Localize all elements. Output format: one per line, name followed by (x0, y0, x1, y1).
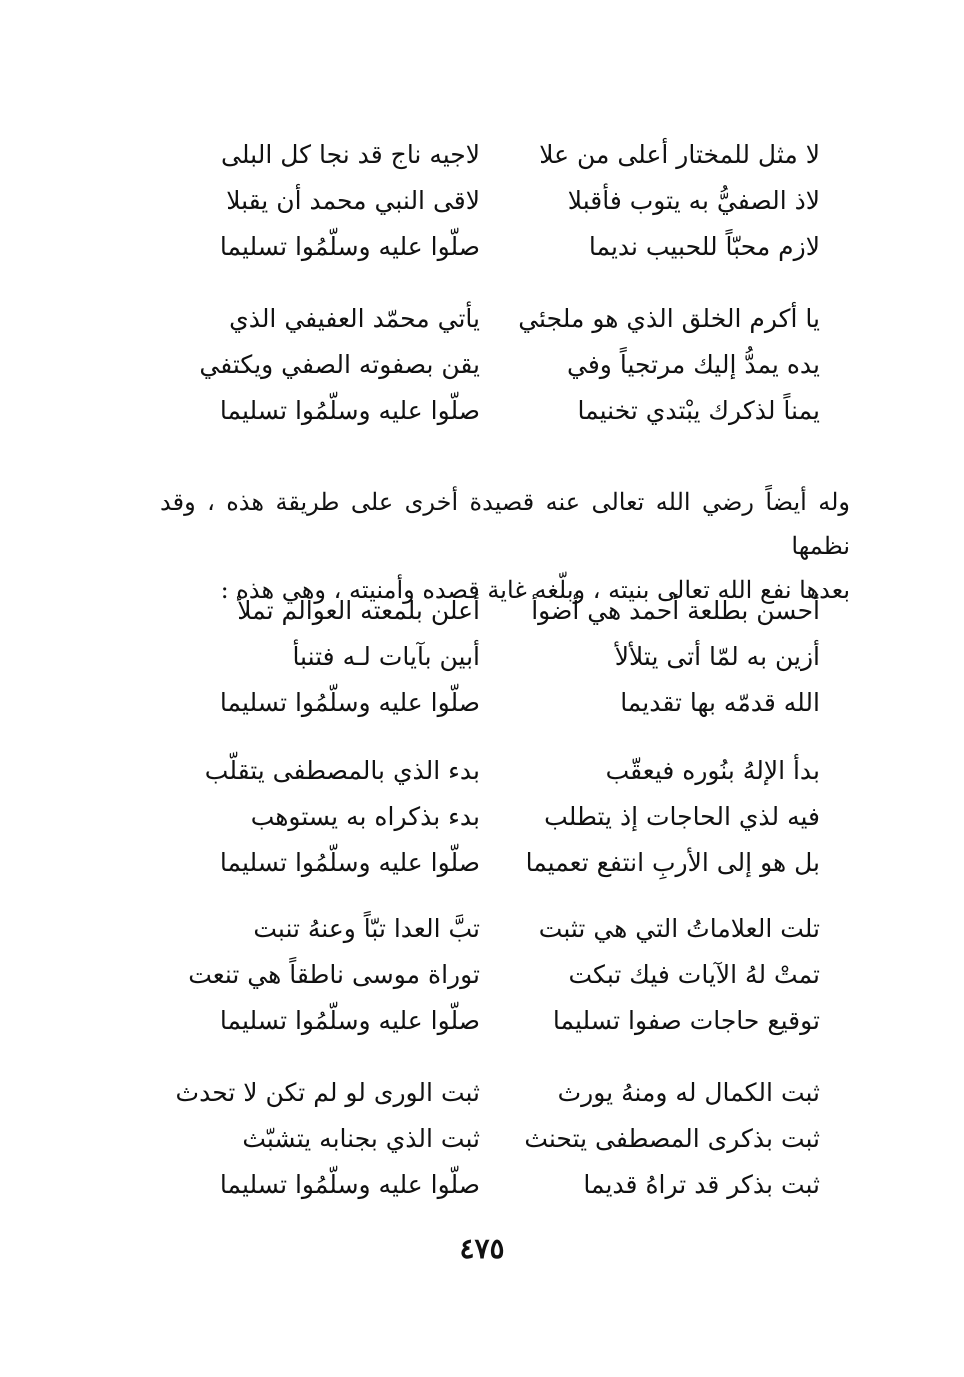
verse-right-hemistich: يمناً لذكرك يبْتدي تخنيما (577, 396, 820, 425)
verse-left-hemistich: صلّوا عليه وسلّمُوا تسليما (219, 688, 480, 717)
verse-left-hemistich: تبَّ العدا تبّاً وعنهُ تنبت (253, 914, 480, 943)
verse-right-hemistich: ثبت الكمال له ومنهُ يورث (557, 1078, 820, 1107)
verse-right-hemistich: أزين به لمّا أتى يتلألأ (614, 642, 820, 671)
verse-left-hemistich: صلّوا عليه وسلّمُوا تسليما (219, 848, 480, 877)
stanza-6 (175, 1070, 820, 1208)
verse-right-hemistich: بدأ الإلهُ بنُوره فيعقّب (605, 756, 820, 785)
verse-left-hemistich: بدء بذكراه به يستوهب (250, 802, 480, 831)
verse-left-hemistich: صلّوا عليه وسلّمُوا تسليما (219, 1170, 480, 1199)
stanza-4 (180, 748, 820, 886)
stanza-1 (180, 132, 820, 270)
verse-line (180, 840, 820, 886)
verse-left-hemistich: أبين بآيات لـه فتنبأ (292, 642, 480, 671)
verse-right-hemistich: يا أكرم الخلق الذي هو ملجئي (518, 304, 820, 333)
verse-left-hemistich: صلّوا عليه وسلّمُوا تسليما (219, 232, 480, 261)
verse-right-hemistich: بل هو إلى الأربِ انتفع تعميما (525, 848, 820, 877)
verse-left-hemistich: يقن بصفوته الصفي ويكتفي (199, 350, 480, 379)
verse-line (180, 388, 820, 434)
prose-line: بعدها نفع الله تعالى بنيته ، وبلّغه غاية قصده وأمنيته ، وهي هذه : (220, 576, 850, 604)
verse-line (175, 1070, 820, 1116)
verse-left-hemistich: ثبت الورى لو لم تكن لا تحدث (175, 1078, 480, 1107)
verse-line (180, 588, 820, 634)
page-number: ٤٧٥ (459, 1232, 505, 1265)
verse-line (180, 680, 820, 726)
verse-right-hemistich: توقيع حاجات صفوا تسليما (552, 1006, 820, 1035)
verse-right-hemistich: أحسن بطلعة أحمد هي أضوأ (531, 596, 820, 625)
verse-right-hemistich: يده يمدُّ إليك مرتجياً وفي (567, 350, 820, 379)
verse-line (180, 998, 820, 1044)
verse-right-hemistich: لاذ الصفيُّ به يتوب فأقبلا (567, 186, 820, 215)
verse-right-hemistich: لازم محبّاً للحبيب نديما (588, 232, 820, 261)
verse-right-hemistich: فيه لذي الحاجات إذ يتطلب (544, 802, 820, 831)
verse-line (180, 296, 820, 342)
stanza-5 (180, 906, 820, 1044)
verse-line (180, 178, 820, 224)
verse-left-hemistich: صلّوا عليه وسلّمُوا تسليما (219, 396, 480, 425)
stanza-3 (180, 588, 820, 726)
stanza-2 (180, 296, 820, 434)
verse-left-hemistich: بدء الذي بالمصطفى يتقلّب (204, 756, 480, 785)
verse-line (180, 952, 820, 998)
verse-left-hemistich: صلّوا عليه وسلّمُوا تسليما (219, 1006, 480, 1035)
verse-left-hemistich: لاجيه ناج قد نجا كل البلى (221, 140, 480, 169)
prose-line: وله أيضاً رضي الله تعالى عنه قصيدة أخرى على طريقة هذه ، وقد نظمها (160, 488, 850, 560)
verse-line (180, 634, 820, 680)
verse-line (180, 342, 820, 388)
verse-line (180, 748, 820, 794)
verse-right-hemistich: تمتْ لهُ الآيات فيك تبكت (568, 960, 820, 989)
verse-line (180, 794, 820, 840)
verse-line (180, 1162, 820, 1208)
verse-right-hemistich: الله قدمّه بها تقديما (620, 688, 820, 717)
verse-left-hemistich: توراة موسى ناطقاً هي تنعت (188, 960, 480, 989)
verse-right-hemistich: لا مثل للمختار أعلى من علا (539, 140, 820, 169)
verse-left-hemistich: لاقى النبي محمد أن يقبلا (226, 186, 480, 215)
verse-line (180, 906, 820, 952)
verse-line (180, 1116, 820, 1162)
verse-left-hemistich: أعلن بلمعته العوالم تملأ (237, 596, 480, 625)
verse-line (180, 132, 820, 178)
verse-left-hemistich: ثبت الذي بجنابه يتشبّث (242, 1124, 480, 1153)
verse-right-hemistich: تلت العلاماتُ التي هي تثبت (538, 914, 820, 943)
verse-left-hemistich: يأتي محمّد العفيفي الذي (229, 304, 480, 333)
verse-right-hemistich: ثبت بذكرى المصطفى يتحنث (524, 1124, 820, 1153)
verse-line (180, 224, 820, 270)
verse-right-hemistich: ثبت بذكر قد تراهُ قديما (583, 1170, 820, 1199)
